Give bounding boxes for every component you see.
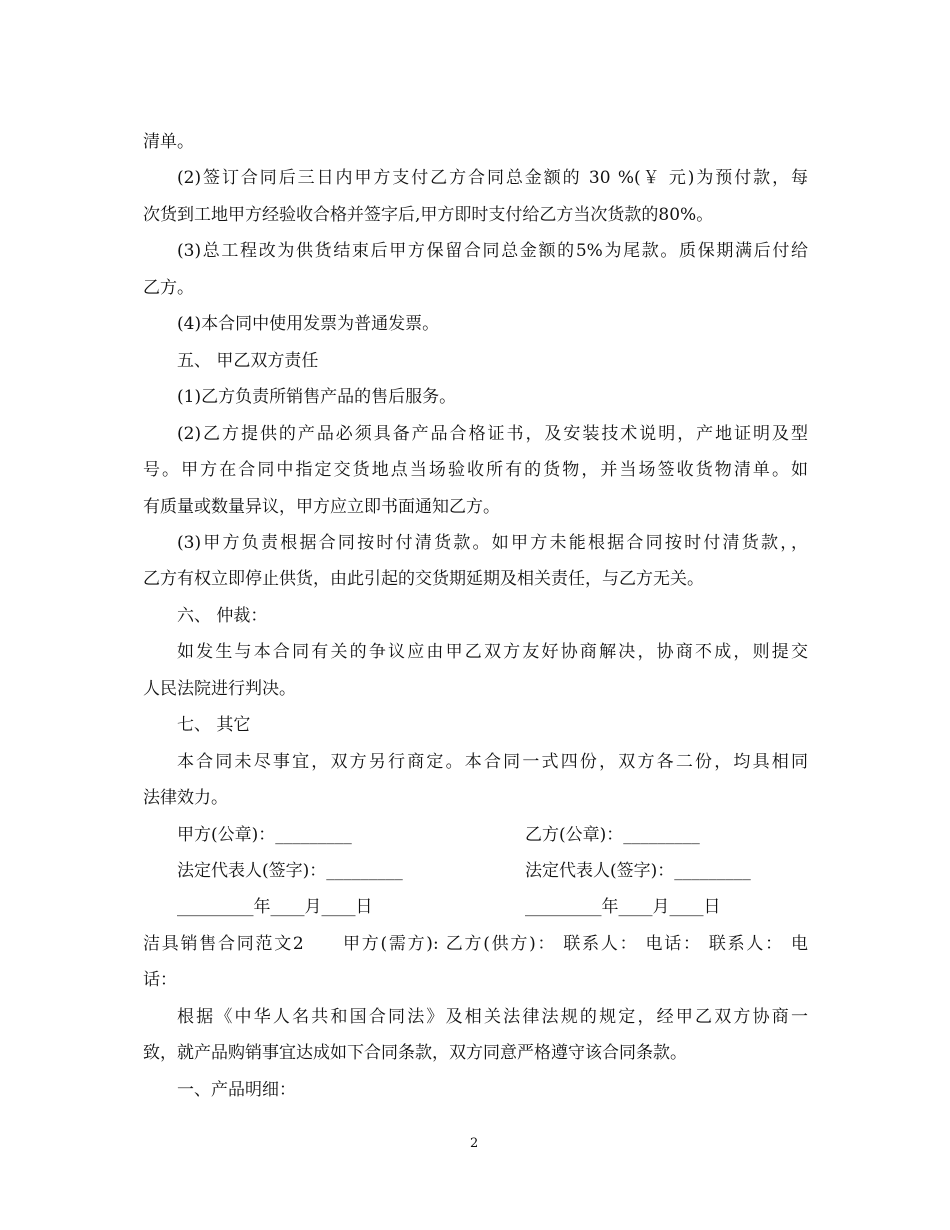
text-line: 次货到工地甲方经验收合格并签字后,甲方即时支付给乙方当次货款的80%。 (143, 204, 714, 225)
text-line: (3)甲方负责根据合同按时付清货款。如甲方未能根据合同按时付清货款，， (177, 532, 808, 553)
text-line: 如发生与本合同有关的争议应由甲乙双方友好协商解决，协商不成，则提交 (177, 642, 808, 663)
text-line: 话： (143, 970, 177, 991)
signature-field-right: 法定代表人(签字)：_________ (525, 861, 751, 881)
text-line: 六、 仲裁： (177, 605, 268, 626)
text-line: (2)签订合同后三日内甲方支付乙方合同总金额的 30 %(￥ 元)为预付款，每 (177, 168, 808, 189)
page-number: 2 (470, 1136, 479, 1151)
text-line: 乙方。 (143, 277, 194, 298)
text-line: 号。甲方在合同中指定交货地点当场验收所有的货物，并当场签收货物清单。如 (143, 460, 808, 481)
text-line: 有质量或数量异议，甲方应立即书面通知乙方。 (143, 496, 500, 517)
text-line: (2)乙方提供的产品必须具备产品合格证书，及安装技术说明，产地证明及型 (177, 423, 808, 444)
text-line: 人民法院进行判决。 (143, 678, 296, 699)
text-line: 清单。 (143, 132, 194, 152)
signature-field-right: 乙方(公章)：_________ (525, 824, 700, 845)
signature-field-left: _________年____月____日 (177, 897, 373, 918)
text-line: (3)总工程改为供货结束后甲方保留合同总金额的5%为尾款。质保期满后付给 (177, 241, 808, 262)
text-line: (1)乙方负责所销售产品的售后服务。 (177, 387, 457, 408)
text-line: 一、产品明细： (177, 1079, 296, 1100)
text-line: 本合同未尽事宜，双方另行商定。本合同一式四份，双方各二份，均具相同 (177, 751, 808, 772)
signature-field-left: 法定代表人(签字)：_________ (177, 861, 403, 881)
text-line: 法律效力。 (143, 788, 228, 809)
text-line: 洁具销售合同范文2 甲方(需方): 乙方(供方)： 联系人： 电话： 联系人： 电 (143, 933, 808, 954)
text-line: 乙方有权立即停止供货，由此引起的交货期延期及相关责任，与乙方无关。 (143, 569, 704, 590)
text-line: 致，就产品购销事宜达成如下合同条款，双方同意严格遵守该合同条款。 (143, 1043, 687, 1064)
text-line: 根据《中华人名共和国合同法》及相关法律法规的规定，经甲乙双方协商一 (177, 1006, 808, 1027)
signature-field-right: _________年____月____日 (525, 897, 721, 918)
text-line: 七、 其它 (177, 715, 251, 736)
text-line: 五、 甲乙双方责任 (177, 350, 319, 371)
text-line: (4)本合同中使用发票为普通发票。 (177, 314, 440, 335)
signature-field-left: 甲方(公章)：_________ (177, 824, 352, 845)
